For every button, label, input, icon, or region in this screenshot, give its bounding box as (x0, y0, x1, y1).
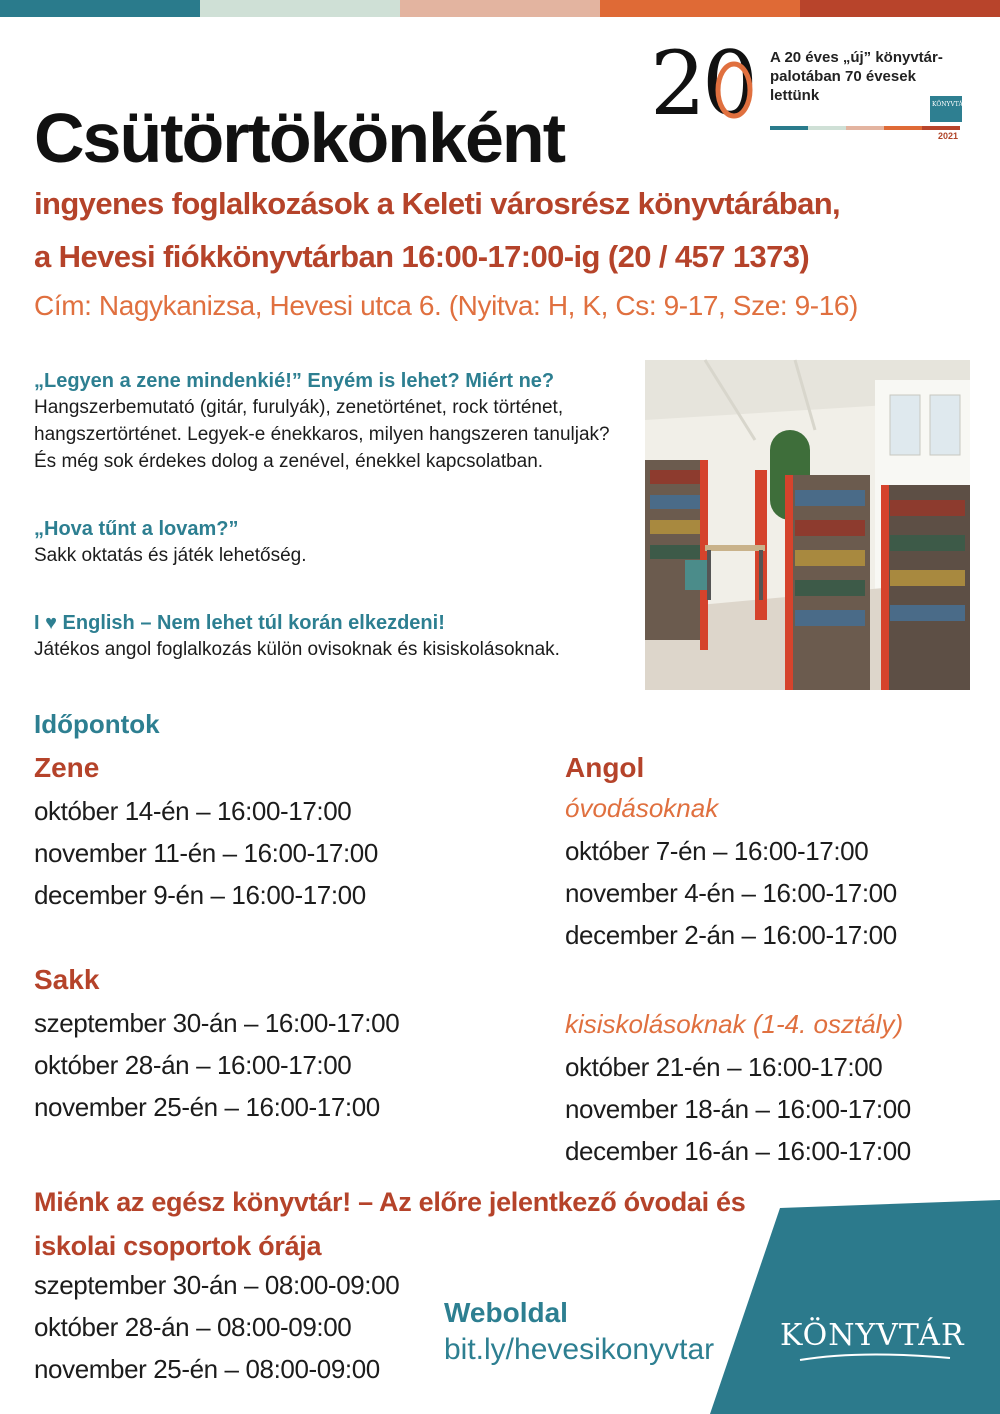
schedule-date: október 7-én – 16:00-17:00 (565, 836, 869, 866)
brand-corner (710, 1200, 1000, 1414)
schedule-category-label: Zene (34, 752, 100, 783)
program-description-line: És még sok érdekes dolog a zenével, énekkel kapcsolatban. (34, 451, 544, 472)
schedule-english-schoolkids (565, 1006, 911, 1172)
top-bar-segment-4 (600, 0, 800, 17)
program-title: „Hova tűnt a lovam?” (34, 518, 239, 540)
program-chess (34, 516, 634, 569)
anniversary-logo (650, 32, 970, 141)
schedule-music (34, 750, 378, 916)
program-english (34, 610, 634, 663)
page-title: Csütörtökönként (34, 99, 564, 177)
schedule-english (565, 750, 897, 956)
schedule-date: december 9-én – 16:00-17:00 (34, 880, 366, 910)
schedule-group-label: kisiskolásoknak (1-4. osztály) (565, 1009, 904, 1039)
program-description-line: hangszertörténet. Legyek-e énekkaros, milyen hangszeren tanuljak? (34, 424, 610, 445)
top-bar-segment-2 (200, 0, 400, 17)
schedule-date: szeptember 30-án – 16:00-17:00 (34, 1008, 400, 1038)
program-description-line: Hangszerbemutató (gitár, furulyák), zenetörténet, rock történet, (34, 397, 564, 418)
schedule-date: december 16-án – 16:00-17:00 (565, 1136, 911, 1166)
schedule-category-label: Angol (565, 752, 645, 783)
program-title: I ♥ English – Nem lehet túl korán elkezdeni! (34, 612, 445, 634)
program-music (34, 368, 634, 475)
anniversary-number: 20 (650, 32, 754, 135)
logo-brand-text: KÖNYVTÁR (932, 101, 968, 108)
schedule-date: november 18-án – 16:00-17:00 (565, 1094, 911, 1124)
schedule-date: szeptember 30-án – 08:00-09:00 (34, 1270, 400, 1300)
schedule-category-label: Sakk (34, 964, 100, 995)
anniversary-color-strip (770, 126, 960, 130)
subtitle-line-1: ingyenes foglalkozások a Keleti városrész könyvtárában, (34, 186, 841, 221)
schedule-date: október 28-án – 16:00-17:00 (34, 1050, 352, 1080)
library-brand-mark (930, 96, 968, 122)
schedule-date: október 28-án – 08:00-09:00 (34, 1312, 352, 1342)
library-building-icon (930, 96, 968, 122)
subtitle-line-2: a Hevesi fiókkönyvtárban 16:00-17:00-ig (20 / 457 1373) (34, 239, 810, 274)
schedule-date: november 4-én – 16:00-17:00 (565, 878, 897, 908)
group-session-title: Miénk az egész könyvtár! – Az előre jelentkező óvodai és iskolai csoportok órája (34, 1187, 746, 1261)
schedule-date: november 25-én – 08:00-09:00 (34, 1354, 380, 1384)
top-bar-segment-1 (0, 0, 200, 17)
anniversary-year: 2021 (938, 131, 959, 141)
brand-logo-text: KÖNYVTÁR (780, 1318, 965, 1353)
schedule-date: október 21-én – 16:00-17:00 (565, 1052, 883, 1082)
schedule-date: november 25-én – 16:00-17:00 (34, 1092, 380, 1122)
top-bar-segment-5 (800, 0, 1000, 17)
program-description-line: Sakk oktatás és játék lehetőség. (34, 545, 307, 566)
program-title: „Legyen a zene mindenkié!” Enyém is lehet? Miért ne? (34, 370, 555, 392)
library-interior-photo (645, 360, 970, 690)
website-block (444, 1296, 714, 1370)
schedule-date: december 2-án – 16:00-17:00 (565, 920, 897, 950)
anniversary-text: A 20 éves „új” könyvtár-palotában 70 évesek lettünk (770, 49, 943, 104)
schedule-date: október 14-én – 16:00-17:00 (34, 796, 352, 826)
program-description-line: Játékos angol foglalkozás külön ovisoknak és kisiskolásoknak. (34, 639, 560, 660)
website-link[interactable]: bit.ly/hevesikonyvtar (444, 1333, 715, 1366)
top-bar-segment-3 (400, 0, 600, 17)
top-color-bar (0, 0, 1000, 17)
website-label: Weboldal (444, 1297, 568, 1328)
library-photo-drawing (645, 360, 970, 690)
schedule-date: november 11-én – 16:00-17:00 (34, 838, 378, 868)
address-line: Cím: Nagykanizsa, Hevesi utca 6. (Nyitva: H, K, Cs: 9-17, Sze: 9-16) (34, 290, 858, 321)
schedule-chess (34, 962, 399, 1128)
schedule-title: Időpontok (34, 709, 160, 739)
schedule-group-label: óvodásoknak (565, 793, 719, 823)
anniversary-ring-icon (700, 38, 770, 138)
brand-corner-shape (710, 1200, 1000, 1414)
group-session-dates (34, 1264, 399, 1390)
